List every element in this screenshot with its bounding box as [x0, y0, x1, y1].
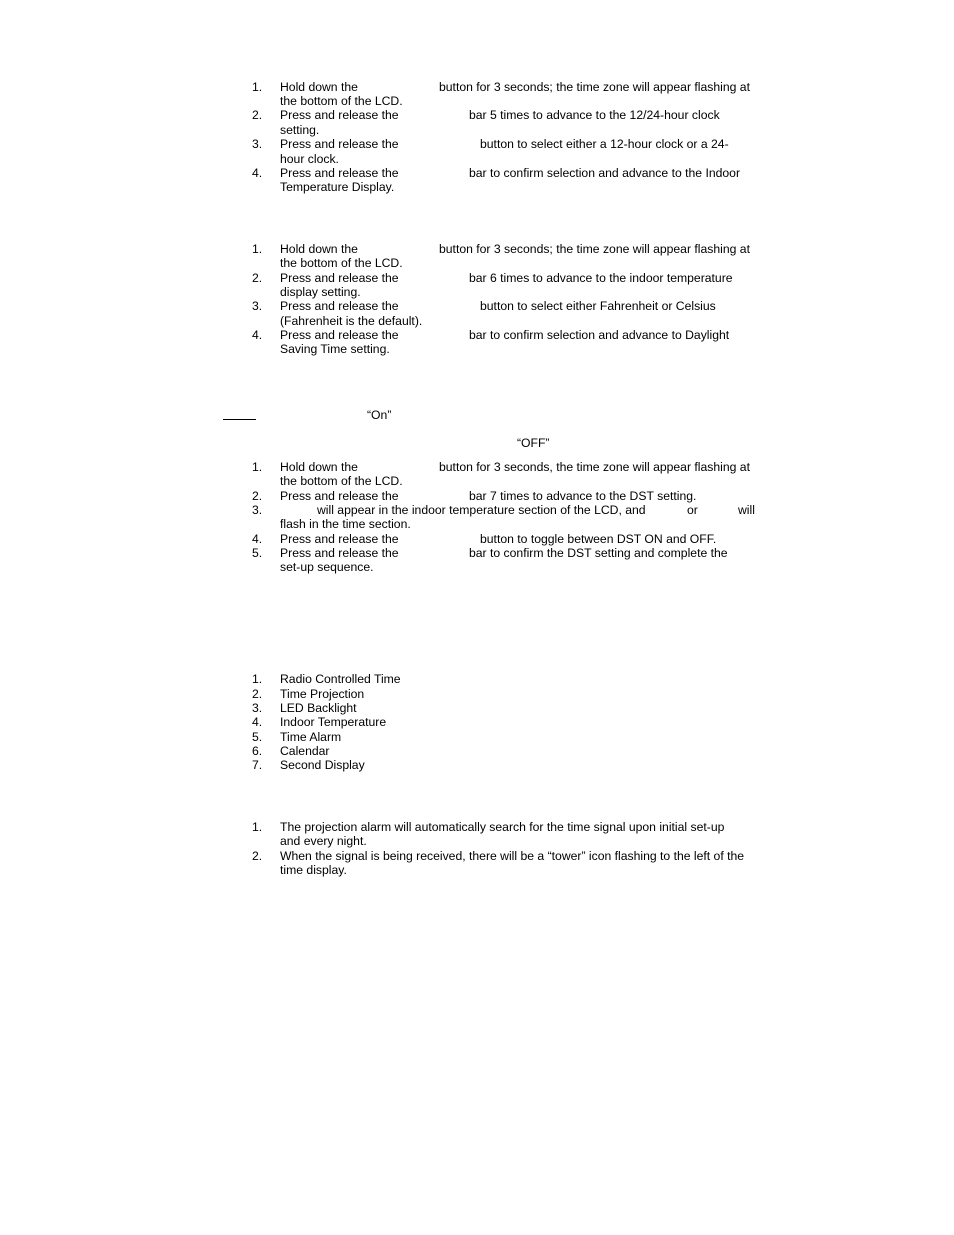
off-text: “OFF” [517, 436, 550, 450]
list-item-number: 4. [252, 715, 263, 729]
list-item: Indoor Temperature [280, 715, 387, 729]
step-text: button to select either Fahrenheit or Celsius [480, 299, 716, 313]
on-text: “On” [367, 408, 392, 422]
step-text: Press and release the [280, 489, 399, 503]
step-number: 2. [252, 849, 263, 863]
step-text: Press and release the [280, 271, 399, 285]
step-text: (Fahrenheit is the default). [280, 314, 423, 328]
step-text: setting. [280, 123, 320, 137]
step-text: Hold down the [280, 242, 358, 256]
step-text: bar to confirm selection and advance to the Indoor [469, 166, 740, 180]
step-text: The projection alarm will automatically search for the time signal upon initial set-up [280, 820, 725, 834]
step-text: button to select either a 12-hour clock or a 24- [480, 137, 729, 151]
step-text: the bottom of the LCD. [280, 256, 403, 270]
list-item: Calendar [280, 744, 330, 758]
list-item: Time Alarm [280, 730, 342, 744]
list-item-number: 5. [252, 730, 263, 744]
step-text: Press and release the [280, 328, 399, 342]
step-number: 3. [252, 137, 263, 151]
step-text: or [687, 503, 698, 517]
step-text: bar 5 times to advance to the 12/24-hour clock [469, 108, 720, 122]
step-text: Press and release the [280, 299, 399, 313]
step-text: bar to confirm the DST setting and complete the [469, 546, 728, 560]
list-item: LED Backlight [280, 701, 357, 715]
list-item-number: 3. [252, 701, 263, 715]
step-text: Hold down the [280, 460, 358, 474]
step-text: will [738, 503, 755, 517]
step-text: time display. [280, 863, 347, 877]
step-text: button for 3 seconds, the time zone will appear flashing at [439, 460, 750, 474]
list-item-number: 7. [252, 758, 263, 772]
step-text: Hold down the [280, 80, 358, 94]
step-text: Press and release the [280, 108, 399, 122]
step-text: bar 6 times to advance to the indoor temperature [469, 271, 733, 285]
step-number: 3. [252, 503, 263, 517]
list-item-number: 2. [252, 687, 263, 701]
list-item: Second Display [280, 758, 365, 772]
step-number: 2. [252, 271, 263, 285]
step-text: the bottom of the LCD. [280, 474, 403, 488]
step-number: 3. [252, 299, 263, 313]
step-number: 2. [252, 108, 263, 122]
step-number: 1. [252, 80, 263, 94]
step-text: When the signal is being received, there will be a “tower” icon flashing to the left of the [280, 849, 745, 863]
step-text: Press and release the [280, 532, 399, 546]
step-text: will appear in the indoor temperature section of the LCD, and [317, 503, 646, 517]
step-text: and every night. [280, 834, 367, 848]
list-item-number: 1. [252, 672, 263, 686]
step-text: button to toggle between DST ON and OFF. [480, 532, 717, 546]
step-text: the bottom of the LCD. [280, 94, 403, 108]
step-text: Saving Time setting. [280, 342, 390, 356]
list-item: Time Projection [280, 687, 365, 701]
step-number: 4. [252, 532, 263, 546]
step-text: set-up sequence. [280, 560, 374, 574]
step-text: bar to confirm selection and advance to Daylight [469, 328, 730, 342]
list-item-number: 6. [252, 744, 263, 758]
step-text: Press and release the [280, 546, 399, 560]
step-text: flash in the time section. [280, 517, 411, 531]
step-text: Press and release the [280, 137, 399, 151]
step-number: 2. [252, 489, 263, 503]
step-number: 1. [252, 820, 263, 834]
step-number: 1. [252, 460, 263, 474]
list-item: Radio Controlled Time [280, 672, 401, 686]
step-text: display setting. [280, 285, 361, 299]
step-text: Temperature Display. [280, 180, 395, 194]
step-number: 5. [252, 546, 263, 560]
step-text: button for 3 seconds; the time zone will appear flashing at [439, 80, 750, 94]
step-text: bar 7 times to advance to the DST setting. [469, 489, 697, 503]
step-text: Press and release the [280, 166, 399, 180]
step-number: 4. [252, 328, 263, 342]
step-number: 1. [252, 242, 263, 256]
step-text: button for 3 seconds; the time zone will appear flashing at [439, 242, 750, 256]
step-number: 4. [252, 166, 263, 180]
underline-mark [223, 419, 256, 420]
step-text: hour clock. [280, 152, 339, 166]
